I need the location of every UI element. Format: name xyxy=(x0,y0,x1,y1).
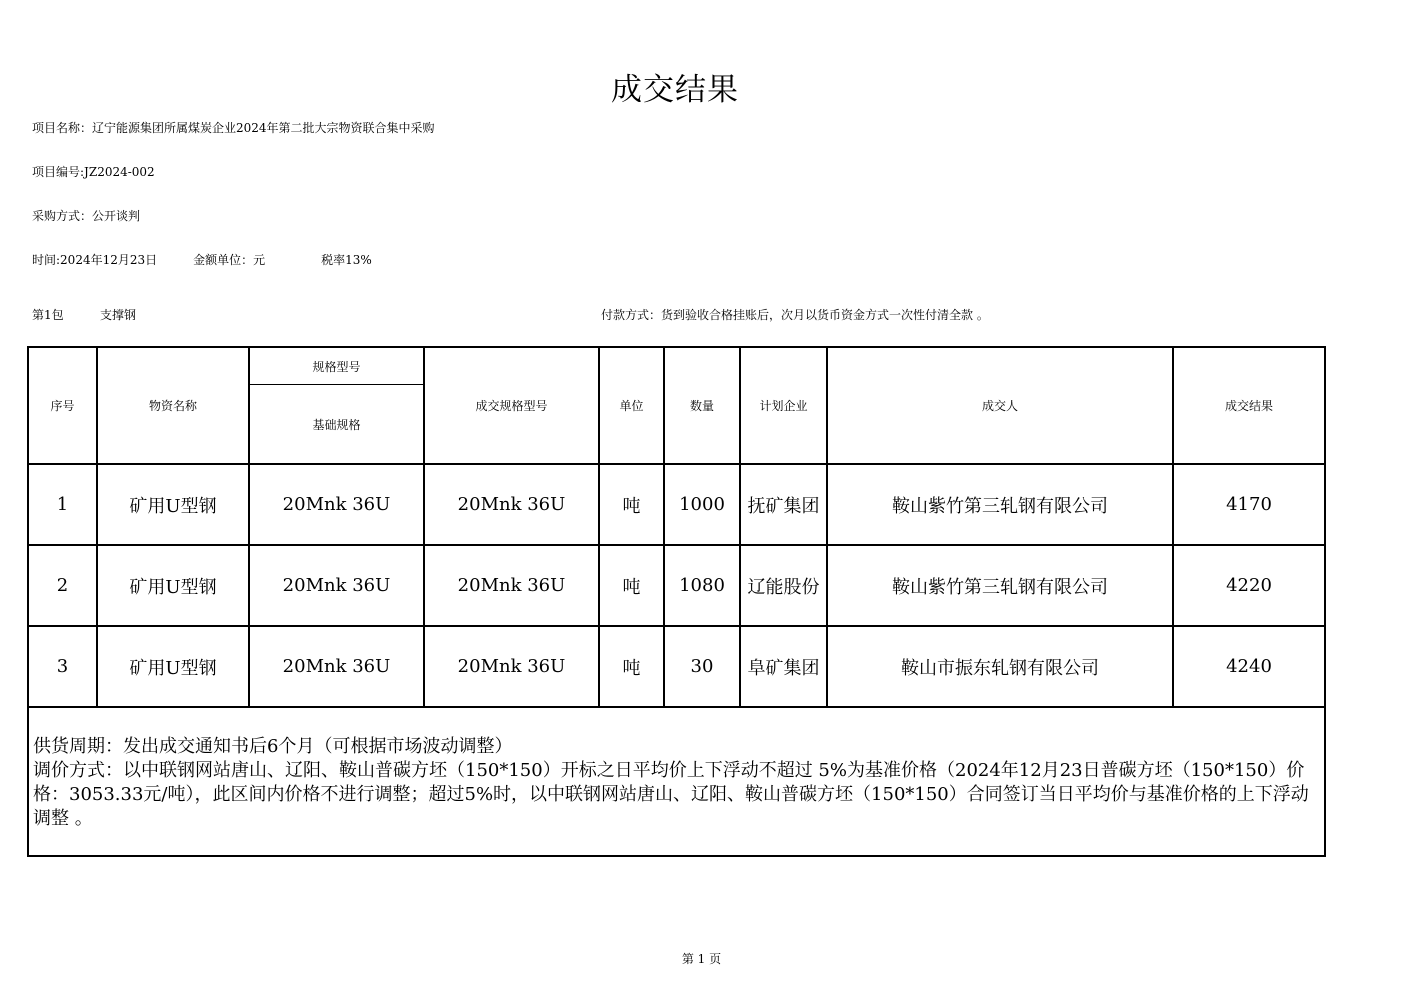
header-spec-group: 规格型号 xyxy=(249,347,424,385)
page-title: 成交结果 xyxy=(611,72,739,108)
cell-base-spec: 20Mnk 36U xyxy=(249,626,424,707)
date-text: 时间:2024年12月23日 xyxy=(32,253,158,267)
cell-seq: 2 xyxy=(28,545,97,626)
cell-material: 矿用U型钢 xyxy=(97,626,249,707)
package-number: 第1包 xyxy=(32,308,64,322)
cell-deal-spec: 20Mnk 36U xyxy=(424,545,599,626)
header-unit: 单位 xyxy=(599,347,664,464)
cell-plan: 辽能股份 xyxy=(740,545,827,626)
cell-unit: 吨 xyxy=(599,464,664,545)
header-result: 成交结果 xyxy=(1173,347,1325,464)
package-name: 支撑钢 xyxy=(100,308,137,322)
procurement-method: 采购方式：公开谈判 xyxy=(32,209,141,223)
cell-winner: 鞍山紫竹第三轧钢有限公司 xyxy=(827,545,1173,626)
table-row xyxy=(28,626,1325,707)
header-material: 物资名称 xyxy=(97,347,249,464)
supply-period-note: 供货周期：发出成交通知书后6个月（可根据市场波动调整） xyxy=(33,736,513,757)
cell-unit: 吨 xyxy=(599,545,664,626)
cell-result: 4170 xyxy=(1173,464,1325,545)
cell-deal-spec: 20Mnk 36U xyxy=(424,464,599,545)
payment-terms: 付款方式：货到验收合格挂账后，次月以货币资金方式一次性付清全款 。 xyxy=(601,308,989,322)
cell-winner: 鞍山市振东轧钢有限公司 xyxy=(827,626,1173,707)
cell-deal-spec: 20Mnk 36U xyxy=(424,626,599,707)
cell-plan: 阜矿集团 xyxy=(740,626,827,707)
page-number: 第 1 页 xyxy=(681,952,722,966)
tax-rate-text: 税率13% xyxy=(321,253,372,267)
header-deal-spec: 成交规格型号 xyxy=(424,347,599,464)
cell-winner: 鞍山紫竹第三轧钢有限公司 xyxy=(827,464,1173,545)
cell-qty: 1080 xyxy=(664,545,740,626)
time-unit-tax-line xyxy=(32,251,372,268)
header-plan: 计划企业 xyxy=(740,347,827,464)
cell-material: 矿用U型钢 xyxy=(97,464,249,545)
table-row xyxy=(28,545,1325,626)
cell-seq: 1 xyxy=(28,464,97,545)
project-number: 项目编号:JZ2024-002 xyxy=(32,165,155,179)
cell-qty: 30 xyxy=(664,626,740,707)
cell-result: 4240 xyxy=(1173,626,1325,707)
notes-cell xyxy=(28,707,1325,856)
cell-base-spec: 20Mnk 36U xyxy=(249,464,424,545)
cell-unit: 吨 xyxy=(599,626,664,707)
header-base-spec: 基础规格 xyxy=(249,385,424,465)
cell-qty: 1000 xyxy=(664,464,740,545)
table-row xyxy=(28,464,1325,545)
result-table xyxy=(27,346,1326,857)
project-name: 项目名称：辽宁能源集团所属煤炭企业2024年第二批大宗物资联合集中采购 xyxy=(32,121,435,135)
cell-base-spec: 20Mnk 36U xyxy=(249,545,424,626)
price-adjust-note: 调价方式：以中联钢网站唐山、辽阳、鞍山普碳方坯（150*150）开标之日平均价上下浮动不超过 5%为基准价格（2024年12月23日普碳方坯（150*150）价格：3053.33元/吨），此区间内价格不进行调整；超过5%时，以中联钢网站唐山、辽阳、鞍山普碳方坯（150*150）合同签订当日平均价与基准价格的上下浮动调整 。 xyxy=(33,760,1309,829)
amount-unit-text: 金额单位：元 xyxy=(193,253,266,267)
cell-seq: 3 xyxy=(28,626,97,707)
notes-row xyxy=(28,707,1325,856)
cell-material: 矿用U型钢 xyxy=(97,545,249,626)
cell-result: 4220 xyxy=(1173,545,1325,626)
cell-plan: 抚矿集团 xyxy=(740,464,827,545)
header-qty: 数量 xyxy=(664,347,740,464)
header-seq: 序号 xyxy=(28,347,97,464)
header-row xyxy=(28,347,1325,385)
header-winner: 成交人 xyxy=(827,347,1173,464)
